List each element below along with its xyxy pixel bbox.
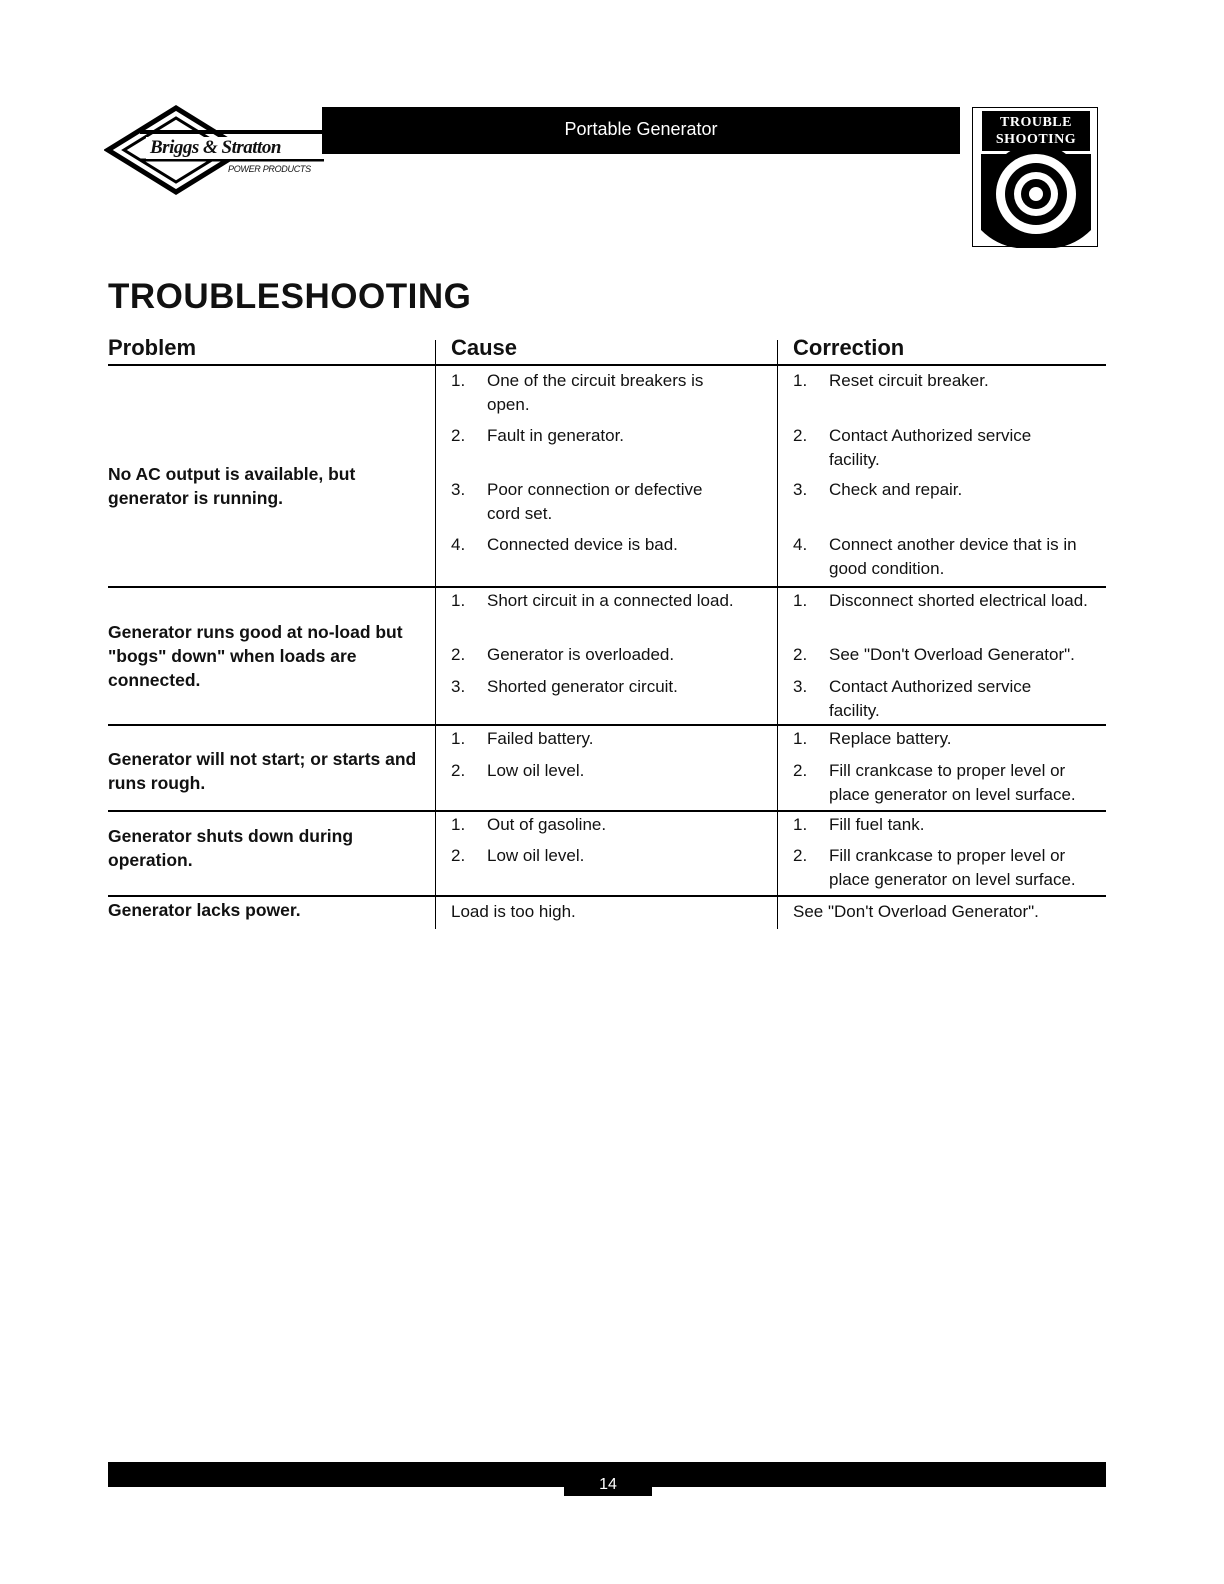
badge-label: TROUBLE SHOOTING	[982, 111, 1090, 151]
problem-text: Generator lacks power.	[108, 900, 301, 920]
table-row: Generator shuts down during operation. 1. Out of gasoline. 2. Low oil level. 1. Fill fuel tank. 2. Fill crankcase to proper level or place generator on level surface.	[108, 812, 1106, 897]
table-row: No AC output is available, but generator is running. 1. One of the circuit breakers is open. 2. Fault in generator. 3. Poor connection or defective cord set. 4. Connected device is bad. 1. Reset circuit breaker. 2. Contact Authorized service facility. 3. Check and repair. 4. Connect another device that is in good condition.	[108, 366, 1106, 588]
problem-text: No AC output is available, but generator is running.	[108, 464, 356, 508]
section-header-bar: Portable Generator	[322, 107, 960, 154]
problem-text: Generator runs good at no-load but "bogs" down" when loads are connected.	[108, 622, 403, 690]
problem-text: Generator will not start; or starts and runs rough.	[108, 749, 417, 793]
troubleshooting-table	[108, 330, 1106, 921]
table-row: Generator will not start; or starts and runs rough. 1. Failed battery. 2. Low oil level. 1. Replace battery. 2. Fill crankcase to proper level or place generator on level surface.	[108, 726, 1106, 812]
correction-text: See "Don't Overload Generator".	[793, 902, 1039, 921]
table-row: Generator runs good at no-load but "bogs" down" when loads are connected. 1. Short circuit in a connected load. 2. Generator is overloaded. 3. Shorted generator circuit. 1. Disconnect shorted electrical load. 2. See "Don't Overload Generator". 3. Contact Authorized service facility.	[108, 588, 1106, 726]
column-header-correction: Correction	[793, 335, 905, 360]
troubleshooting-badge	[972, 107, 1098, 247]
page-title: TROUBLESHOOTING	[108, 277, 472, 316]
briggs-stratton-logo	[104, 104, 326, 196]
table-row	[108, 897, 1106, 929]
problem-text: Generator shuts down during operation.	[108, 826, 354, 870]
table-header	[108, 330, 1106, 366]
column-header-cause: Cause	[451, 335, 518, 360]
cause-text: Load is too high.	[451, 902, 576, 921]
page-number: 14	[564, 1472, 652, 1496]
brand-subtitle: POWER PRODUCTS	[228, 164, 311, 174]
brand-name: Briggs & Stratton	[146, 137, 330, 159]
column-header-problem: Problem	[108, 335, 197, 360]
